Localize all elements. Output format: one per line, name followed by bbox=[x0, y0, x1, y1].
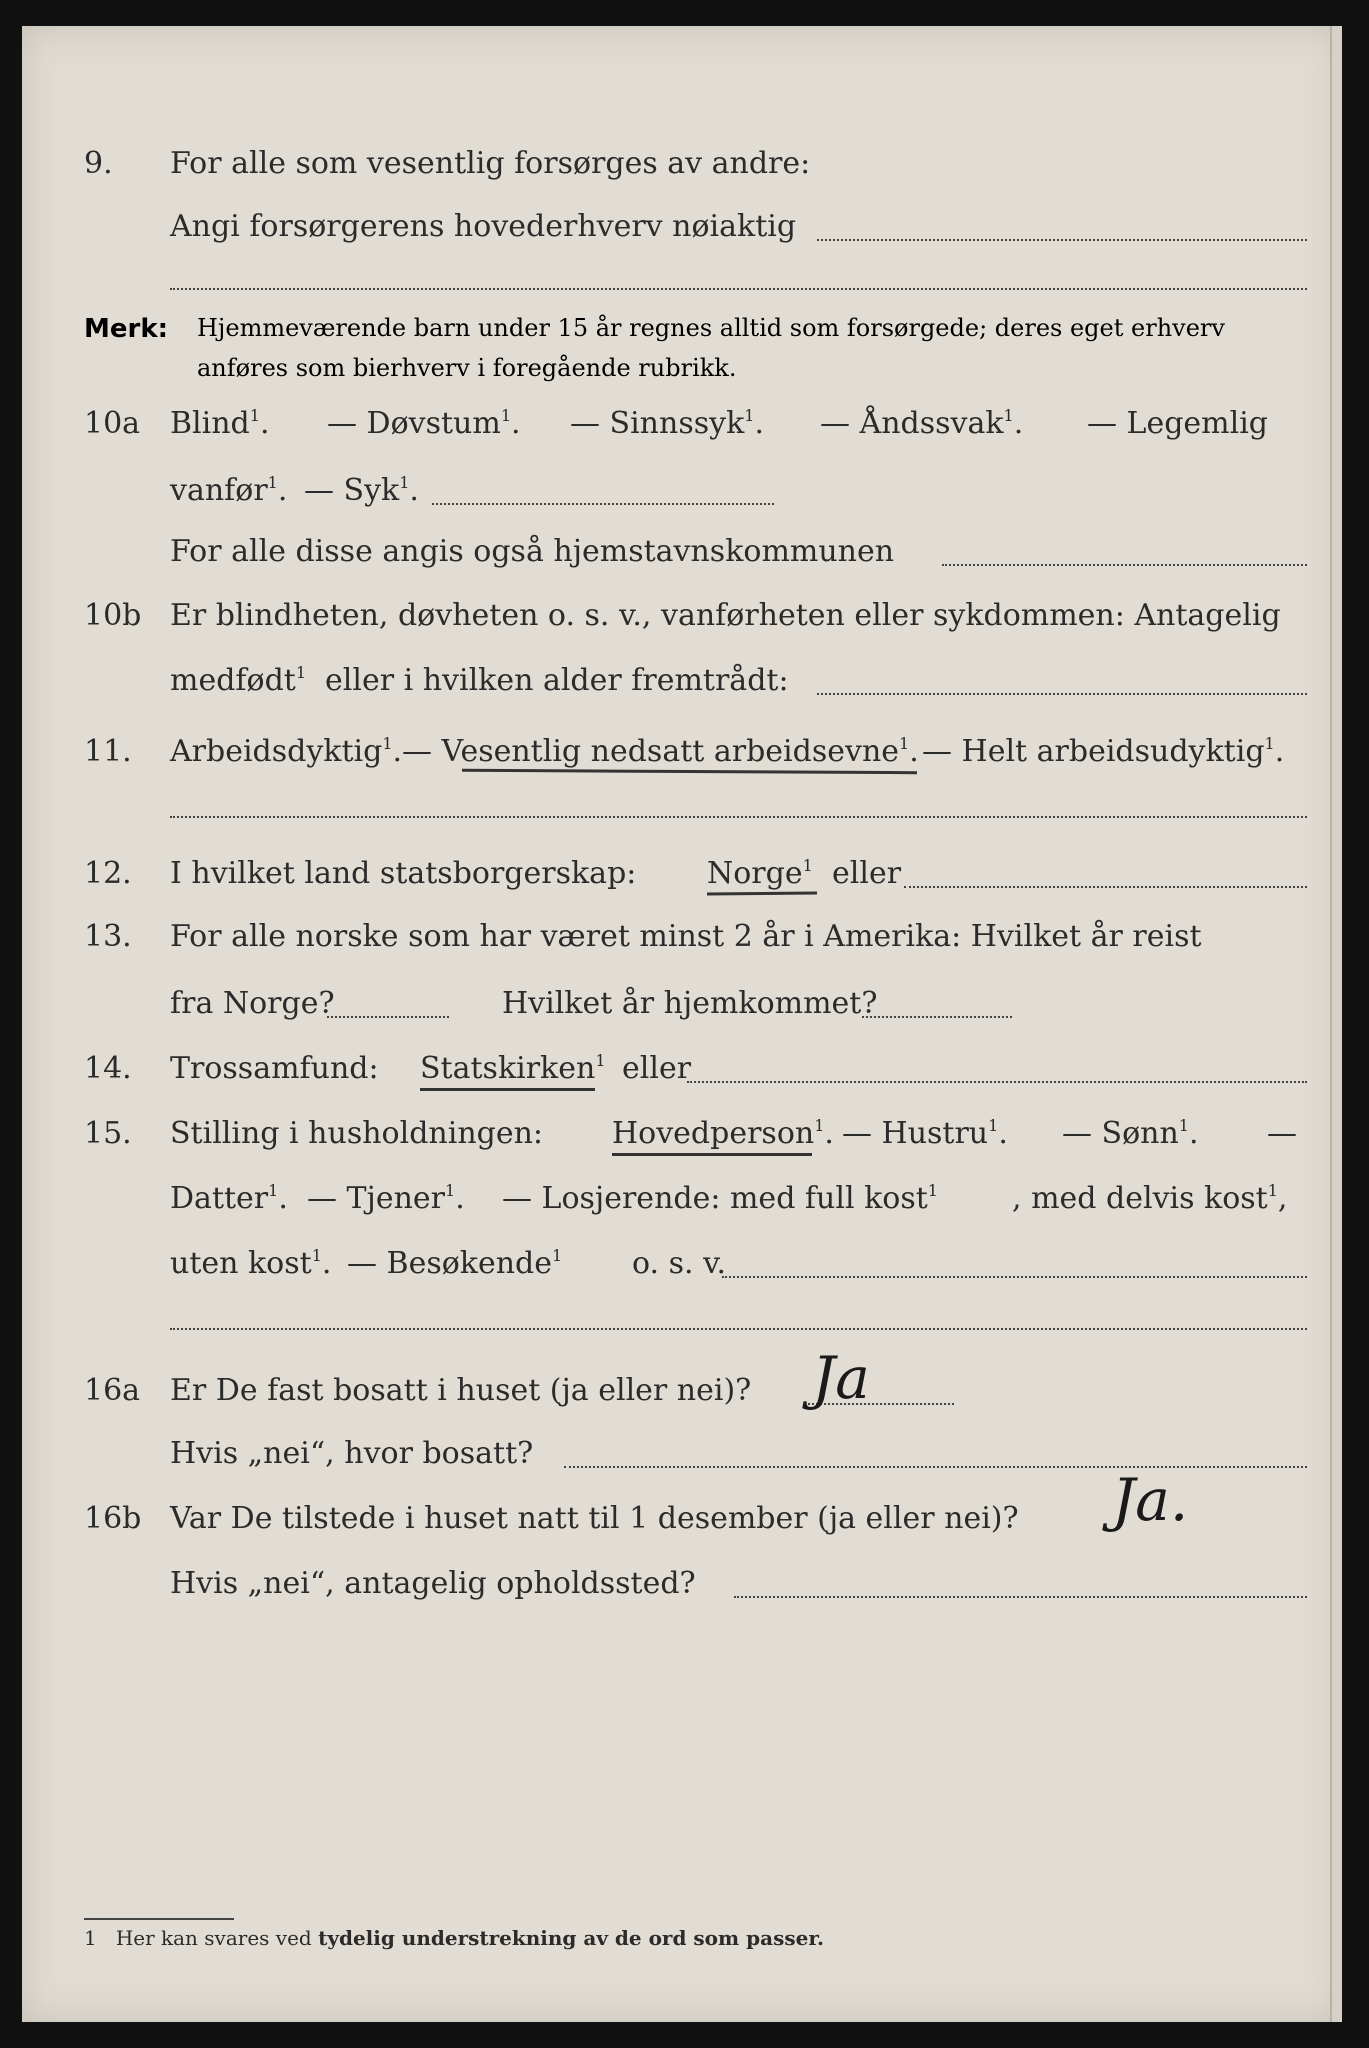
option-dovstum: — Døvstum$^1$. bbox=[327, 406, 521, 441]
question-number: 9. bbox=[84, 146, 113, 181]
question-text: For alle disse angis også hjemstavnskommunen bbox=[170, 534, 895, 569]
question-9-line1 bbox=[22, 146, 1342, 190]
question-10b-line2 bbox=[22, 663, 1342, 707]
answer-line[interactable] bbox=[687, 1081, 1307, 1083]
option-vanfor: vanfør$^1$. bbox=[170, 473, 288, 508]
question-text: Trossamfund: bbox=[170, 1051, 379, 1086]
question-text: For alle som vesentlig forsørges av andre: bbox=[170, 146, 811, 181]
option-medfodt: medfødt$^1$ bbox=[170, 663, 307, 698]
question-16a-line1 bbox=[22, 1373, 1342, 1417]
answer-line[interactable] bbox=[722, 1276, 1307, 1278]
answer-line[interactable] bbox=[817, 239, 1307, 241]
option-helt-arbeidsudyktig: — Helt arbeidsudyktig$^1$. bbox=[922, 734, 1285, 769]
question-text: Stilling i husholdningen: bbox=[170, 1116, 544, 1151]
note-label: Merk: bbox=[84, 314, 169, 344]
option-blind: Blind$^1$. bbox=[170, 406, 270, 441]
question-16b-line2 bbox=[22, 1566, 1342, 1610]
question-text: Hvilket år hjemkommet? bbox=[502, 986, 878, 1021]
census-form-page bbox=[22, 26, 1342, 2022]
question-10a-line2 bbox=[22, 473, 1342, 517]
question-number: 12. bbox=[84, 856, 132, 891]
question-text: eller bbox=[622, 1051, 692, 1086]
option-syk: — Syk$^1$. bbox=[304, 473, 419, 508]
handwritten-answer-16a: Ja bbox=[812, 1344, 870, 1412]
question-15-line3 bbox=[22, 1246, 1342, 1290]
option-legemlig: — Legemlig bbox=[1087, 406, 1269, 441]
answer-line[interactable] bbox=[327, 1016, 449, 1018]
answer-line[interactable] bbox=[170, 1328, 1307, 1330]
answer-line[interactable] bbox=[862, 1016, 1012, 1018]
option-norge: Norge$^1$ bbox=[707, 856, 813, 891]
footnote-bold-text: tydelig understrekning av de ord som passer. bbox=[318, 1926, 824, 1950]
question-number: 10b bbox=[84, 598, 142, 633]
option-andssvak: — Åndssvak$^1$. bbox=[820, 406, 1024, 441]
question-text: o. s. v. bbox=[632, 1246, 726, 1281]
question-text: Hvis „nei“, hvor bosatt? bbox=[170, 1436, 534, 1471]
question-text: Angi forsørgerens hovederhverv nøiaktig bbox=[170, 209, 797, 244]
answer-line[interactable] bbox=[734, 1596, 1307, 1598]
footnote-text: Her kan svares ved bbox=[115, 1926, 312, 1950]
option-arbeidsdyktig: Arbeidsdyktig$^1$. bbox=[170, 734, 403, 769]
option-delvis-kost: , med delvis kost$^1$, bbox=[1012, 1181, 1288, 1216]
note-line: anføres som bierhverv i foregående rubrikk. bbox=[197, 354, 737, 382]
note-text bbox=[197, 308, 1312, 388]
option-sinnssyk: — Sinnssyk$^1$. bbox=[570, 406, 764, 441]
question-number: 11. bbox=[84, 734, 132, 769]
footnote bbox=[84, 1926, 824, 1950]
question-text: Er blindheten, døvheten o. s. v., vanførheten eller sykdommen: Antagelig bbox=[170, 598, 1281, 633]
handwritten-answer-16b: Ja. bbox=[1112, 1466, 1189, 1534]
question-12 bbox=[22, 856, 1342, 900]
question-number: 10a bbox=[84, 406, 141, 441]
option-uten-kost: uten kost$^1$. bbox=[170, 1246, 332, 1281]
option-vesentlig-nedsatt: — Vesentlig nedsatt arbeidsevne$^1$. bbox=[402, 734, 919, 769]
question-number: 15. bbox=[84, 1116, 132, 1151]
footnote-rule bbox=[84, 1918, 234, 1920]
option-hovedperson: Hovedperson$^1$. bbox=[612, 1116, 834, 1151]
question-number: 13. bbox=[84, 919, 132, 954]
question-text: Var De tilstede i huset natt til 1 desember (ja eller nei)? bbox=[170, 1501, 1019, 1536]
answer-line[interactable] bbox=[564, 1466, 1307, 1468]
option-statskirken: Statskirken$^1$ bbox=[420, 1051, 606, 1086]
answer-line[interactable] bbox=[817, 693, 1307, 695]
question-10a-line3 bbox=[22, 534, 1342, 578]
question-text: fra Norge? bbox=[170, 986, 335, 1021]
question-number: 14. bbox=[84, 1051, 132, 1086]
question-text: eller bbox=[832, 856, 902, 891]
answer-line[interactable] bbox=[942, 564, 1307, 566]
question-14 bbox=[22, 1051, 1342, 1095]
question-number: 16a bbox=[84, 1373, 141, 1408]
question-text: I hvilket land statsborgerskap: bbox=[170, 856, 637, 891]
answer-line[interactable] bbox=[170, 816, 1307, 818]
option-sonn: — Sønn$^1$. bbox=[1062, 1116, 1199, 1151]
handwritten-underline bbox=[612, 1153, 812, 1156]
option-besokende: — Besøkende$^1$ bbox=[347, 1246, 563, 1281]
option-datter: Datter$^1$. bbox=[170, 1181, 288, 1216]
question-10a-line1 bbox=[22, 406, 1342, 450]
dash: — bbox=[1267, 1116, 1297, 1151]
question-text: Hvis „nei“, antagelig opholdssted? bbox=[170, 1566, 696, 1601]
option-losjerende-full-kost: — Losjerende: med full kost$^1$ bbox=[502, 1181, 938, 1216]
note-line: Hjemmeværende barn under 15 år regnes alltid som forsørgede; deres eget erhverv bbox=[197, 314, 1225, 342]
handwritten-underline bbox=[420, 1088, 595, 1091]
question-15-line2 bbox=[22, 1181, 1342, 1225]
question-text: Er De fast bosatt i huset (ja eller nei)? bbox=[170, 1373, 752, 1408]
question-text: eller i hvilken alder fremtrådt: bbox=[325, 663, 789, 698]
question-13-line2 bbox=[22, 986, 1342, 1030]
answer-line[interactable] bbox=[170, 288, 1307, 290]
question-text: For alle norske som har været minst 2 år i Amerika: Hvilket år reist bbox=[170, 919, 1202, 954]
answer-line[interactable] bbox=[904, 886, 1307, 888]
question-10b-line1 bbox=[22, 598, 1342, 642]
question-number: 16b bbox=[84, 1501, 142, 1536]
option-tjener: — Tjener$^1$. bbox=[307, 1181, 465, 1216]
footnote-mark: 1 bbox=[84, 1926, 97, 1950]
question-13-line1 bbox=[22, 919, 1342, 963]
answer-line[interactable] bbox=[432, 503, 774, 505]
option-hustru: — Hustru$^1$. bbox=[842, 1116, 1008, 1151]
question-9-line2 bbox=[22, 209, 1342, 253]
